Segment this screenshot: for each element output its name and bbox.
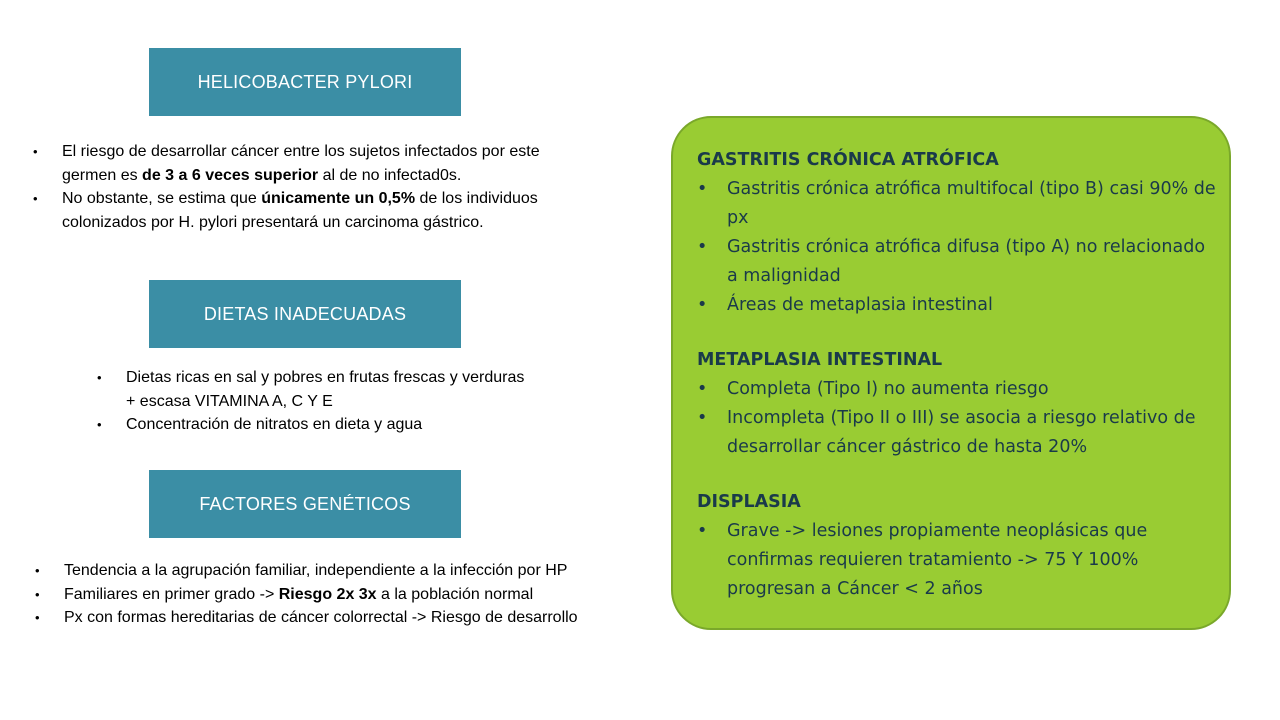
header-factores-geneticos [149, 470, 461, 538]
list-item: • Familiares en primer grado -> Riesgo 2x 3x a la población normal [32, 583, 597, 607]
bullet-icon: • [33, 191, 38, 206]
list-item: • Grave -> lesiones propiamente neoplásicas que confirmas requieren tratamiento -> 75 Y 100% progresan a Cáncer < 2 años [697, 517, 1217, 604]
list-item: • Áreas de metaplasia intestinal [697, 291, 1217, 320]
displasia-list [697, 517, 1217, 604]
gastritis-list [697, 175, 1217, 320]
bullet-icon: • [33, 144, 38, 159]
header-title: DIETAS INADECUADAS [203, 303, 407, 324]
geneticos-list [32, 559, 597, 630]
dietas-list [94, 366, 534, 437]
header-title: FACTORES GENÉTICOS [199, 493, 411, 514]
bullet-icon: • [35, 610, 40, 625]
bullet-icon: • [697, 237, 708, 257]
list-item: • Concentración de nitratos en dieta y agua [94, 413, 534, 437]
list-item: • Dietas ricas en sal y pobres en frutas frescas y verduras + escasa VITAMINA A, C Y E [94, 366, 534, 413]
bullet-icon: • [697, 408, 708, 428]
bullet-icon: • [97, 370, 102, 385]
list-item: • Gastritis crónica atrófica multifocal (tipo B) casi 90% de px [697, 175, 1217, 233]
list-item: • Px con formas hereditarias de cáncer colorrectal -> Riesgo de desarrollo [32, 606, 597, 630]
list-item: • Completa (Tipo I) no aumenta riesgo [697, 375, 1217, 404]
bullet-icon: • [35, 586, 40, 602]
header-helicobacter-pylori [149, 48, 461, 116]
metaplasia-section [697, 346, 1217, 462]
bullet-icon: • [697, 295, 708, 315]
list-item: • Gastritis crónica atrófica difusa (tipo A) no relacionado a malignidad [697, 233, 1217, 291]
metaplasia-list [697, 375, 1217, 462]
bullet-icon: • [35, 563, 40, 578]
list-item: • No obstante, se estima que únicamente un 0,5% de los individuos colonizados por H. pylori presentará un carcinoma gástrico. [30, 187, 570, 234]
gastric-lesions-panel [671, 116, 1231, 630]
header-dietas-inadecuadas [149, 280, 461, 348]
list-item: • Tendencia a la agrupación familiar, independiente a la infección por HP [32, 559, 597, 583]
displasia-section [697, 488, 1217, 604]
gastritis-section [697, 146, 1217, 320]
helicobacter-list [30, 140, 570, 234]
bullet-icon: • [697, 179, 708, 199]
bullet-icon: • [97, 417, 102, 432]
section-title: GASTRITIS CRÓNICA ATRÓFICA [697, 150, 999, 170]
section-title: DISPLASIA [697, 492, 801, 512]
bullet-icon: • [697, 379, 708, 399]
list-item: • El riesgo de desarrollar cáncer entre los sujetos infectados por este germen es de 3 a 6 veces superior al de no infectad0s. [30, 140, 570, 187]
list-item: • Incompleta (Tipo II o III) se asocia a riesgo relativo de desarrollar cáncer gástrico de hasta 20% [697, 404, 1217, 462]
section-title: METAPLASIA INTESTINAL [697, 350, 943, 370]
bullet-icon: • [697, 521, 708, 541]
header-title: HELICOBACTER PYLORI [197, 71, 413, 92]
